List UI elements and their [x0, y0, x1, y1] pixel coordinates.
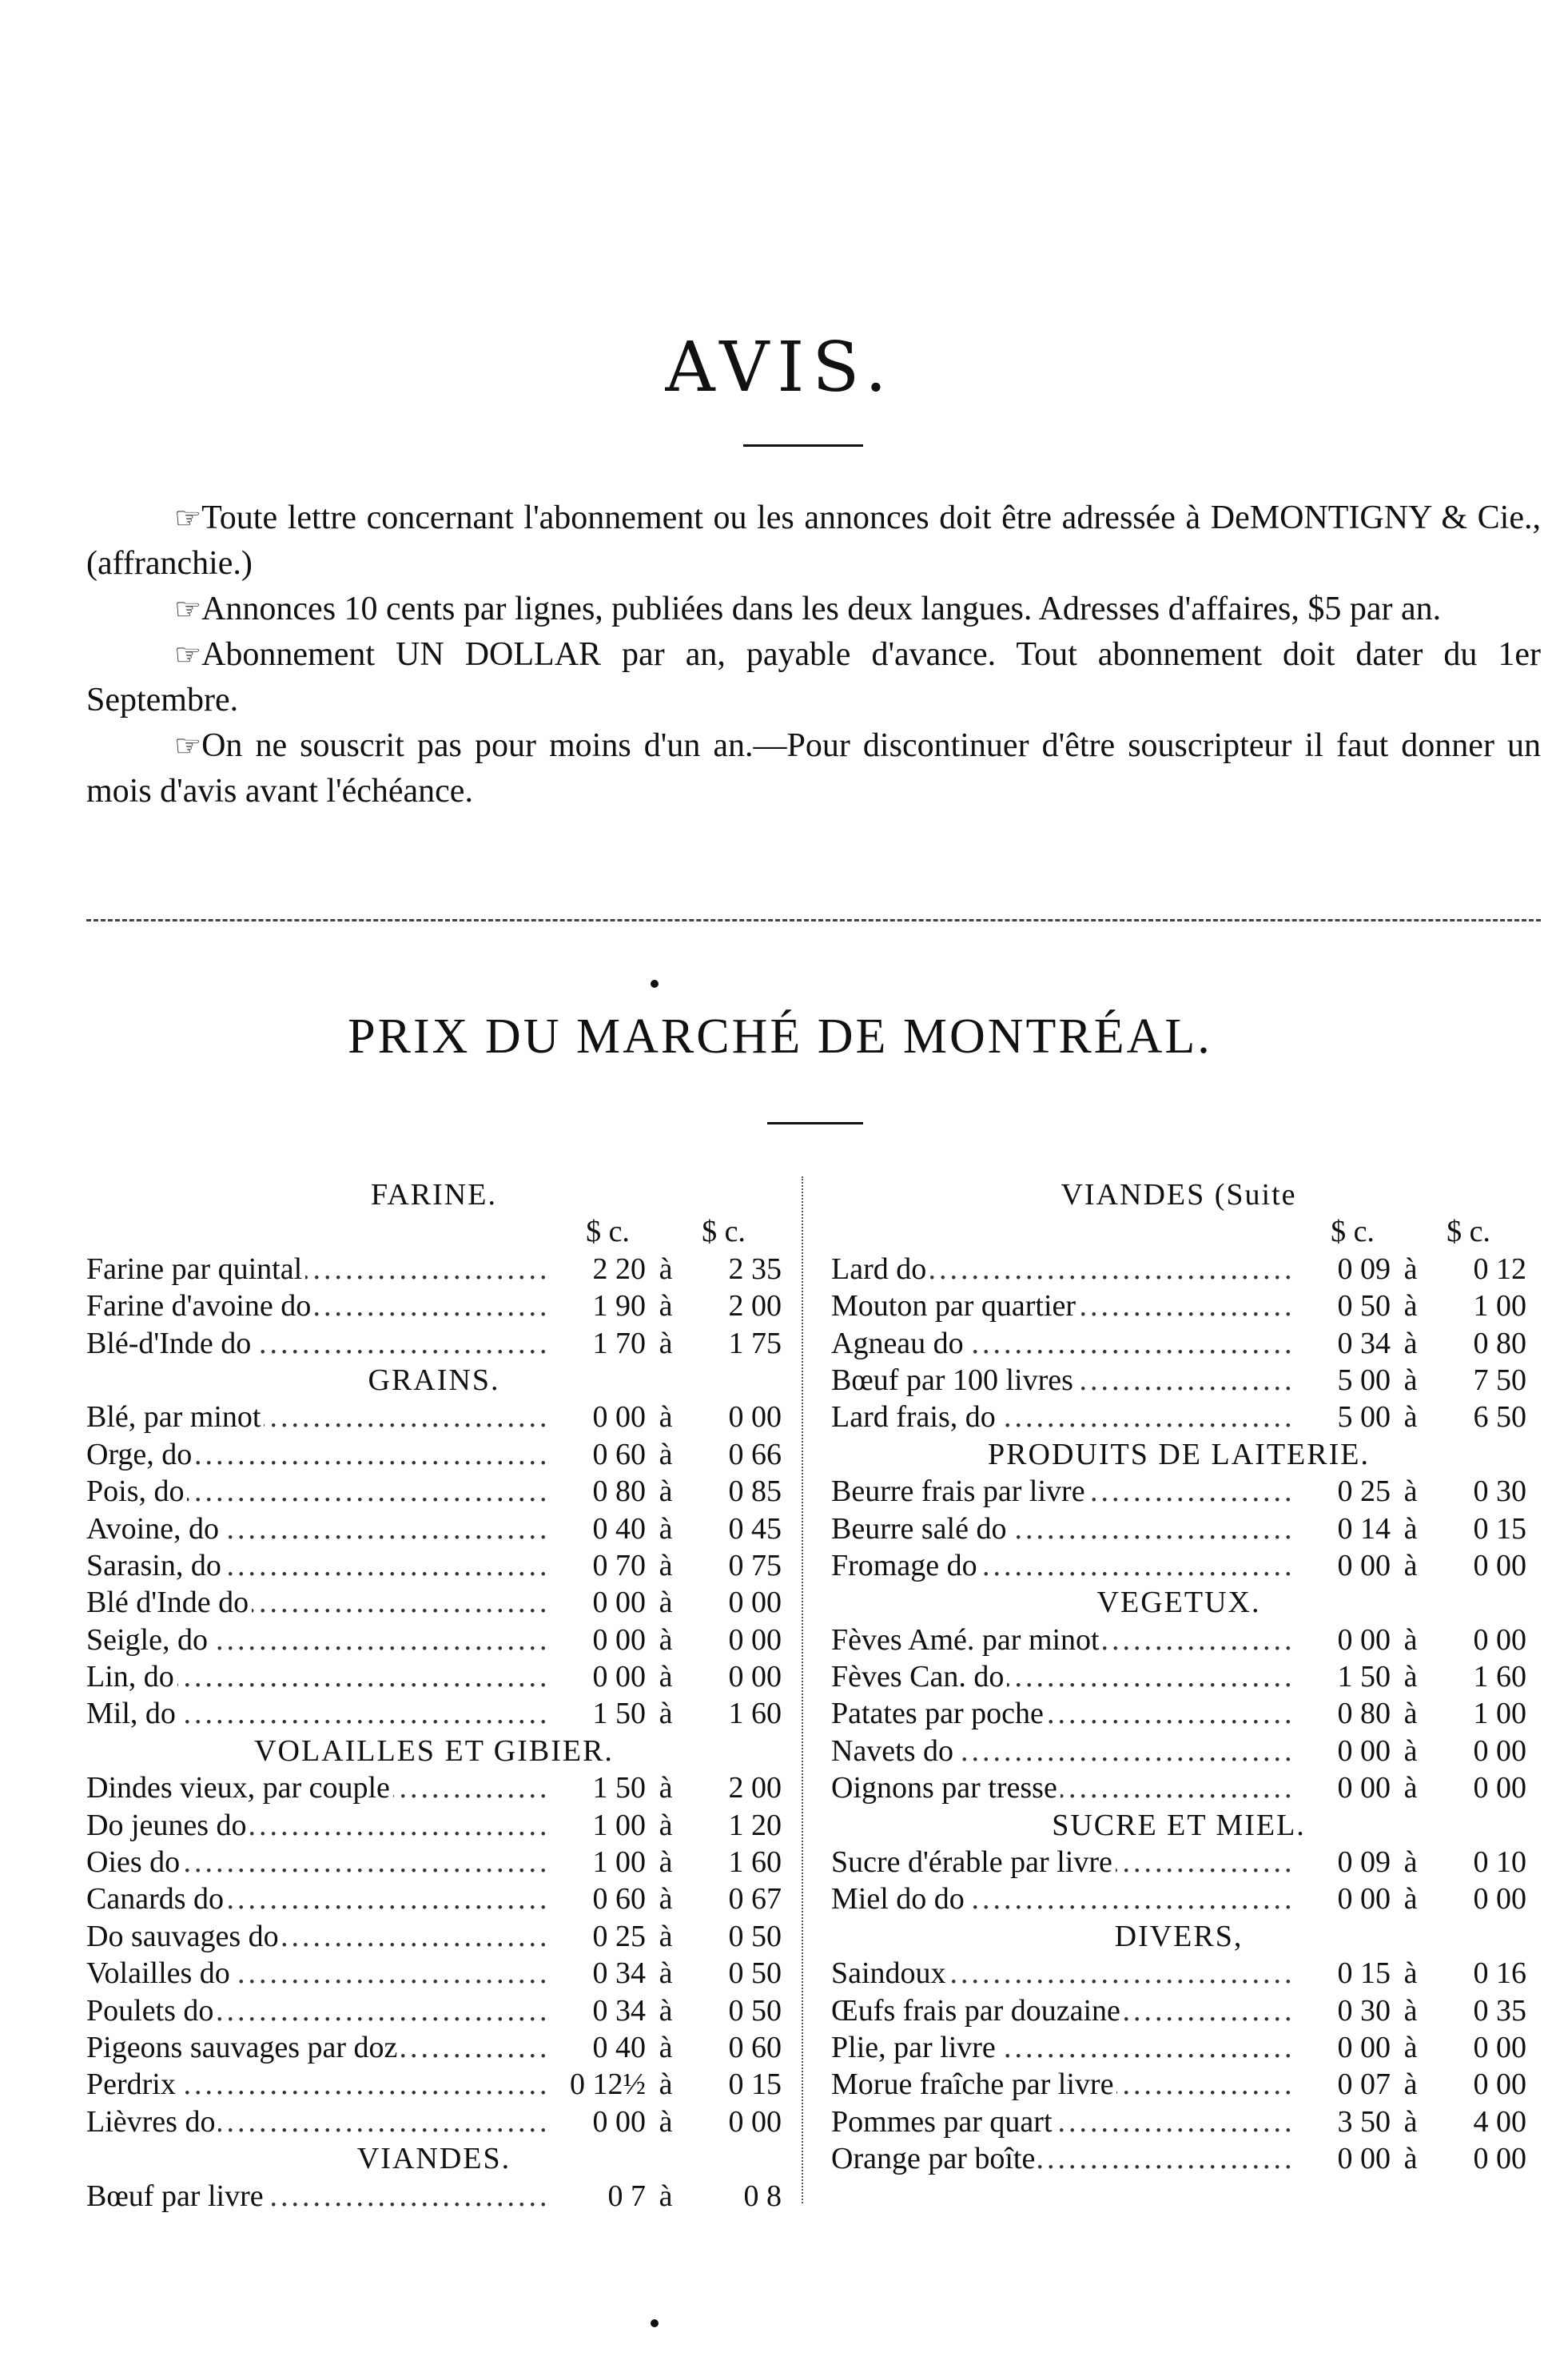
section-heading: FARINE. [371, 1178, 497, 1212]
price-from: 0 7 [607, 2179, 646, 2213]
item-label: Poulets do [86, 1994, 217, 2028]
pointing-hand-icon: ☞ [174, 591, 202, 627]
price-to: 0 8 [743, 2179, 782, 2213]
price-to: 2 35 [728, 1252, 782, 1286]
item-label: Lièvres do [86, 2105, 218, 2139]
price-row [831, 2140, 1526, 2177]
price-from: 0 00 [1337, 1622, 1391, 1657]
between-word: à [1403, 1993, 1418, 2028]
price-to: 0 35 [1473, 1993, 1526, 2028]
between-word: à [1403, 1771, 1418, 1805]
price-from: 1 50 [592, 1697, 646, 1731]
item-label: Farine par quintal [86, 1252, 305, 1286]
between-word: à [1403, 1882, 1418, 1916]
item-label: Œufs frais par douzaine [831, 1994, 1124, 2028]
between-word: à [659, 1289, 673, 1323]
currency-label: $ c. [1447, 1215, 1490, 1249]
price-from: 0 00 [592, 1400, 646, 1435]
notices [86, 496, 1541, 814]
price-row [831, 1288, 1526, 1324]
item-label: Blé, par minot [86, 1400, 264, 1434]
page-title: AVIS. [665, 328, 895, 408]
between-word: à [659, 1956, 673, 1991]
price-row [86, 1251, 782, 1288]
item-label: Do jeunes do [86, 1809, 250, 1842]
price-row [831, 1844, 1526, 1881]
price-from: 1 50 [592, 1771, 646, 1805]
price-row [86, 1325, 782, 1362]
item-label: Oies do [86, 1845, 183, 1879]
section-heading: GRAINS. [368, 1363, 500, 1397]
between-word: à [1403, 1326, 1418, 1360]
price-row [86, 1436, 782, 1473]
price-to: 0 00 [728, 1660, 782, 1694]
item-label: Sucre d'érable par livre [831, 1845, 1116, 1879]
between-word: à [1403, 2068, 1418, 2102]
between-word: à [659, 1548, 673, 1582]
price-to: 0 50 [728, 1919, 782, 1953]
item-label: Patates par poche [831, 1697, 1047, 1730]
price-to: 1 60 [1473, 1660, 1526, 1694]
price-from: 0 34 [592, 1956, 646, 1991]
price-from: 0 34 [1337, 1326, 1391, 1360]
price-from: 1 70 [592, 1326, 646, 1360]
price-to: 0 00 [1473, 1622, 1526, 1657]
price-to: 0 67 [728, 1882, 782, 1916]
price-to: 0 00 [1473, 2030, 1526, 2064]
item-label: Do sauvages do [86, 1920, 282, 1953]
item-label: Beurre frais par livre [831, 1475, 1088, 1508]
item-label: Agneau do [831, 1327, 967, 1360]
between-word: à [1403, 1697, 1418, 1731]
between-word: à [659, 1993, 673, 2028]
price-to: 0 12 [1473, 1252, 1526, 1286]
price-from: 0 00 [1337, 2030, 1391, 2064]
item-label: Fèves Amé. par minot [831, 1623, 1103, 1657]
between-word: à [1403, 1289, 1418, 1323]
price-to: 0 85 [728, 1475, 782, 1509]
section-heading: DIVERS, [1114, 1919, 1244, 1953]
price-to: 0 50 [728, 1956, 782, 1991]
price-row [86, 1510, 782, 1547]
notice-text: Abonnement UN DOLLAR par an, payable d'avance. Tout abonnement doit dater du 1er Septembre. [86, 636, 1541, 718]
price-to: 7 50 [1473, 1363, 1526, 1397]
price-to: 0 45 [728, 1511, 782, 1546]
price-to: 4 00 [1473, 2104, 1526, 2139]
price-row [831, 1881, 1526, 1917]
currency-label: $ c. [702, 1215, 746, 1249]
price-to: 1 00 [1473, 1697, 1526, 1731]
price-from: 0 15 [1337, 1956, 1391, 1991]
price-row [86, 1881, 782, 1917]
price-row [86, 1992, 782, 2029]
price-from: 0 70 [592, 1548, 646, 1582]
price-to: 2 00 [728, 1289, 782, 1323]
price-row [831, 1473, 1526, 1510]
price-row [86, 2178, 782, 2215]
between-word: à [659, 2030, 673, 2064]
item-label: Volailles do [86, 1956, 233, 1990]
item-label: Bœuf par 100 livres [831, 1363, 1076, 1397]
price-row [831, 1251, 1526, 1288]
between-word: à [659, 1882, 673, 1916]
currency-header [86, 1213, 782, 1250]
section-heading: VOLAILLES ET GIBIER. [254, 1733, 614, 1768]
price-row [86, 1695, 782, 1732]
price-from: 0 00 [1337, 2142, 1391, 2176]
price-row [831, 1658, 1526, 1695]
price-from: 2 20 [592, 1252, 646, 1286]
price-row [86, 1658, 782, 1695]
price-row [86, 1584, 782, 1621]
item-label: Dindes vieux, par couple [86, 1771, 393, 1805]
price-to: 0 00 [1473, 2068, 1526, 2102]
price-to: 0 10 [1473, 1845, 1526, 1880]
price-row [831, 1325, 1526, 1362]
price-from: 1 50 [1337, 1660, 1391, 1694]
price-from: 0 40 [592, 2030, 646, 2064]
notice-text: Annonces 10 cents par lignes, publiées dans les deux langues. Adresses d'affaires, $5 par an. [201, 591, 1442, 627]
price-row [86, 1918, 782, 1955]
price-row [86, 1622, 782, 1658]
column-separator [802, 1176, 803, 2203]
price-to: 0 00 [728, 2104, 782, 2139]
item-label: Canards do [86, 1882, 227, 1916]
price-from: 0 40 [592, 1511, 646, 1546]
item-label: Lard frais, do [831, 1400, 999, 1434]
price-from: 0 30 [1337, 1993, 1391, 2028]
price-row [831, 1510, 1526, 1547]
notice-2 [86, 587, 1541, 632]
between-word: à [1403, 2142, 1418, 2176]
item-label: Mouton par quartier [831, 1289, 1079, 1323]
section-heading: VIANDES (Suite [1061, 1178, 1297, 1212]
item-label: Saindoux [831, 1956, 949, 1990]
between-word: à [1403, 1733, 1418, 1768]
item-label: Plie, par livre [831, 2031, 999, 2064]
item-label: Fèves Can. do [831, 1660, 1007, 1693]
notice-1 [86, 496, 1541, 587]
between-word: à [659, 1697, 673, 1731]
between-word: à [1403, 1956, 1418, 1991]
price-to: 0 00 [1473, 1733, 1526, 1768]
notice-4 [86, 723, 1541, 814]
between-word: à [1403, 1845, 1418, 1880]
between-word: à [659, 1845, 673, 1880]
section-divider [86, 919, 1541, 921]
price-row [831, 1547, 1526, 1584]
item-label: Seigle, do [86, 1623, 211, 1657]
price-from: 0 25 [592, 1919, 646, 1953]
price-to: 0 16 [1473, 1956, 1526, 1991]
between-word: à [1403, 1660, 1418, 1694]
price-row [86, 1288, 782, 1324]
between-word: à [1403, 2104, 1418, 2139]
price-to: 1 75 [728, 1326, 782, 1360]
between-word: à [659, 1400, 673, 1435]
price-to: 1 60 [728, 1697, 782, 1731]
price-from: 3 50 [1337, 2104, 1391, 2139]
price-row [86, 2029, 782, 2066]
between-word: à [659, 1808, 673, 1842]
item-label: Farine d'avoine do [86, 1289, 314, 1323]
price-row [831, 1622, 1526, 1658]
price-row [86, 2103, 782, 2140]
price-from: 1 90 [592, 1289, 646, 1323]
item-label: Pois, do [86, 1475, 187, 1508]
notice-3 [86, 632, 1541, 723]
item-label: Lin, do [86, 1660, 177, 1693]
item-label: Lard do [831, 1252, 929, 1286]
item-label: Orge, do [86, 1438, 195, 1471]
between-word: à [659, 1771, 673, 1805]
between-word: à [659, 2104, 673, 2139]
item-label: Blé d'Inde do [86, 1586, 252, 1619]
price-row [831, 1769, 1526, 1806]
between-word: à [1403, 1548, 1418, 1582]
item-label: Avoine, do [86, 1512, 222, 1546]
currency-label: $ c. [1331, 1215, 1375, 1249]
section-heading: VIANDES. [356, 2142, 511, 2176]
item-label: Bœuf par livre [86, 2179, 267, 2213]
price-to: 0 30 [1473, 1475, 1526, 1509]
price-row [86, 1769, 782, 1806]
between-word: à [659, 1586, 673, 1620]
between-word: à [659, 2068, 673, 2102]
price-from: 0 14 [1337, 1511, 1391, 1546]
item-label: Beurre salé do [831, 1512, 1009, 1546]
between-word: à [659, 1511, 673, 1546]
price-from: 0 00 [592, 1586, 646, 1620]
right-price-column [831, 1176, 1526, 2178]
price-row [831, 2066, 1526, 2103]
between-word: à [659, 1326, 673, 1360]
price-from: 0 00 [1337, 1548, 1391, 1582]
price-row [86, 1955, 782, 1992]
price-row [831, 1955, 1526, 1992]
price-to: 0 00 [1473, 1771, 1526, 1805]
section-heading: VEGETUX. [1096, 1586, 1261, 1620]
between-word: à [659, 1475, 673, 1509]
between-word: à [659, 1660, 673, 1694]
currency-label: $ c. [586, 1215, 630, 1249]
price-to: 1 00 [1473, 1289, 1526, 1323]
section-heading: PRODUITS DE LAITERIE. [988, 1437, 1370, 1471]
price-from: 0 80 [1337, 1697, 1391, 1731]
price-row [86, 1807, 782, 1844]
price-to: 1 20 [728, 1808, 782, 1842]
price-from: 0 00 [592, 1660, 646, 1694]
price-from: 1 00 [592, 1845, 646, 1880]
price-from: 0 80 [592, 1475, 646, 1509]
price-from: 0 00 [592, 2104, 646, 2139]
price-row [831, 1362, 1526, 1399]
price-to: 1 60 [728, 1845, 782, 1880]
item-label: Oignons par tresse [831, 1771, 1061, 1805]
between-word: à [1403, 1400, 1418, 1435]
between-word: à [659, 1919, 673, 1953]
between-word: à [1403, 1252, 1418, 1286]
item-label: Pigeons sauvages par doz [86, 2031, 400, 2064]
price-row [831, 1733, 1526, 1769]
pointing-hand-icon: ☞ [174, 728, 202, 763]
between-word: à [659, 1437, 673, 1471]
item-label: Perdrix [86, 2068, 179, 2101]
price-to: 0 60 [728, 2030, 782, 2064]
heading-rule [767, 1122, 863, 1124]
price-to: 0 00 [728, 1622, 782, 1657]
price-to: 0 00 [728, 1400, 782, 1435]
price-to: 0 00 [728, 1586, 782, 1620]
item-label: Orange par boîte [831, 2142, 1038, 2175]
between-word: à [1403, 1475, 1418, 1509]
ornament-dot [651, 2319, 659, 2327]
price-to: 0 15 [728, 2068, 782, 2102]
item-label: Morue fraîche par livre [831, 2068, 1116, 2101]
price-to: 2 00 [728, 1771, 782, 1805]
price-from: 0 09 [1337, 1252, 1391, 1286]
between-word: à [659, 1622, 673, 1657]
item-label: Fromage do [831, 1549, 981, 1582]
item-label: Sarasin, do [86, 1549, 225, 1582]
price-to: 0 66 [728, 1437, 782, 1471]
between-word: à [1403, 1622, 1418, 1657]
price-row [86, 1547, 782, 1584]
price-row [86, 1473, 782, 1510]
price-to: 0 50 [728, 1993, 782, 2028]
price-from: 1 00 [592, 1808, 646, 1842]
title-rule [743, 444, 863, 447]
item-label: Pommes par quart [831, 2105, 1056, 2139]
price-row [831, 2029, 1526, 2066]
pointing-hand-icon: ☞ [174, 637, 202, 672]
notice-text: Toute lettre concernant l'abonnement ou les annonces doit être adressée à DeMONTIGNY & Cie., (affranchie.) [86, 499, 1541, 582]
price-to: 0 00 [1473, 1548, 1526, 1582]
price-from: 0 12½ [570, 2068, 646, 2102]
price-from: 0 60 [592, 1437, 646, 1471]
price-to: 6 50 [1473, 1400, 1526, 1435]
price-to: 0 15 [1473, 1511, 1526, 1546]
between-word: à [1403, 2030, 1418, 2064]
price-row [86, 1399, 782, 1435]
item-label: Miel do do [831, 1882, 968, 1916]
item-label: Blé-d'Inde do [86, 1327, 254, 1360]
pointing-hand-icon: ☞ [174, 500, 202, 535]
price-row [86, 1844, 782, 1881]
price-row [831, 2103, 1526, 2140]
price-to: 0 00 [1473, 1882, 1526, 1916]
left-price-column [86, 1176, 782, 2215]
price-row [831, 1399, 1526, 1435]
price-from: 0 07 [1337, 2068, 1391, 2102]
item-label: Navets do [831, 1734, 957, 1768]
price-row [831, 1992, 1526, 2029]
price-from: 0 60 [592, 1882, 646, 1916]
item-label: Mil, do [86, 1697, 179, 1730]
price-from: 0 00 [1337, 1733, 1391, 1768]
price-from: 0 00 [592, 1622, 646, 1657]
between-word: à [659, 1252, 673, 1286]
ornament-dot [651, 980, 659, 988]
price-from: 0 09 [1337, 1845, 1391, 1880]
currency-header [831, 1213, 1526, 1250]
price-from: 0 34 [592, 1993, 646, 2028]
price-from: 0 50 [1337, 1289, 1391, 1323]
price-from: 5 00 [1337, 1363, 1391, 1397]
price-from: 0 00 [1337, 1771, 1391, 1805]
section-heading: SUCRE ET MIEL. [1052, 1808, 1306, 1842]
price-from: 0 00 [1337, 1882, 1391, 1916]
between-word: à [659, 2179, 673, 2213]
price-to: 0 00 [1473, 2142, 1526, 2176]
between-word: à [1403, 1363, 1418, 1397]
price-to: 0 75 [728, 1548, 782, 1582]
price-to: 0 80 [1473, 1326, 1526, 1360]
price-row [831, 1695, 1526, 1732]
notice-text: On ne souscrit pas pour moins d'un an.—Pour discontinuer d'être souscripteur il faut donner un mois d'avis avant l'échéance. [86, 727, 1541, 810]
market-heading: PRIX DU MARCHÉ DE MONTRÉAL. [348, 1009, 1212, 1064]
price-from: 0 25 [1337, 1475, 1391, 1509]
price-row [86, 2066, 782, 2103]
price-from: 5 00 [1337, 1400, 1391, 1435]
between-word: à [1403, 1511, 1418, 1546]
